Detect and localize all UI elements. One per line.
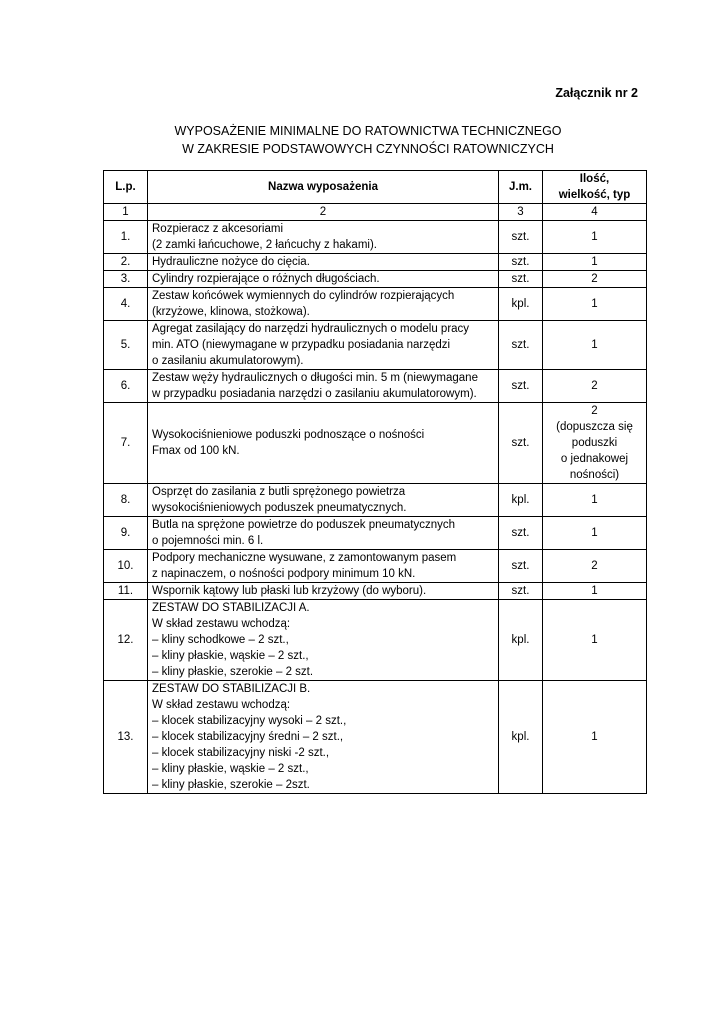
equipment-name-line: o pojemności min. 6 l.	[152, 535, 264, 547]
table-row	[104, 271, 647, 288]
unit-of-measure: szt.	[499, 517, 543, 550]
equipment-name	[148, 403, 499, 484]
quantity-line: 2	[591, 273, 598, 285]
equipment-name	[148, 517, 499, 550]
row-number: 1.	[104, 221, 148, 254]
equipment-name-line: ZESTAW DO STABILIZACJI A.	[152, 602, 310, 614]
unit-of-measure: szt.	[499, 254, 543, 271]
equipment-name-line: Wysokociśnieniowe poduszki podnoszące o nośności	[152, 429, 425, 441]
header-quantity-line-2: wielkość, typ	[558, 189, 631, 201]
equipment-name-line: Fmax od 100 kN.	[152, 445, 240, 457]
table-row	[104, 484, 647, 517]
equipment-name-line: W skład zestawu wchodzą:	[152, 699, 291, 711]
quantity	[543, 221, 647, 254]
row-number: 2.	[104, 254, 148, 271]
title-line-2: W ZAKRESIE PODSTAWOWYCH CZYNNOŚCI RATOWNICZYCH	[182, 142, 554, 156]
equipment-name-line: W skład zestawu wchodzą:	[152, 618, 291, 630]
unit-of-measure: szt.	[499, 221, 543, 254]
unit-of-measure: kpl.	[499, 484, 543, 517]
title-line-1: WYPOSAŻENIE MINIMALNE DO RATOWNICTWA TECHNICZNEGO	[174, 124, 562, 138]
unit-of-measure: szt.	[499, 583, 543, 600]
equipment-name-line: (2 zamki łańcuchowe, 2 łańcuchy z hakami).	[152, 239, 377, 251]
table-row	[104, 370, 647, 403]
quantity	[543, 484, 647, 517]
equipment-name-line: – kliny płaskie, wąskie – 2 szt.,	[152, 763, 309, 775]
unit-of-measure: szt.	[499, 403, 543, 484]
equipment-name-line: Cylindry rozpierające o różnych długościach.	[152, 273, 380, 285]
row-number: 3.	[104, 271, 148, 288]
equipment-name-line: w przypadku posiadania narzędzi o zasilaniu akumulatorowym).	[152, 388, 477, 400]
equipment-name-line: (krzyżowe, klinowa, stożkowa).	[152, 306, 310, 318]
quantity-line: 2	[591, 380, 598, 392]
column-numbering-row	[104, 204, 647, 221]
equipment-name-line: Agregat zasilający do narzędzi hydraulicznych o modelu pracy	[152, 323, 470, 335]
equipment-name	[148, 681, 499, 794]
quantity-line: 1	[591, 231, 598, 243]
quantity-line: o jednakowej	[560, 453, 629, 465]
quantity	[543, 370, 647, 403]
column-number: 3	[499, 204, 543, 221]
equipment-name-line: Zestaw węży hydraulicznych o długości min. 5 m (niewymagane	[152, 372, 478, 384]
quantity-line: 1	[591, 634, 598, 646]
row-number: 12.	[104, 600, 148, 681]
equipment-name	[148, 288, 499, 321]
row-number: 6.	[104, 370, 148, 403]
unit-of-measure: kpl.	[499, 288, 543, 321]
table-row	[104, 517, 647, 550]
row-number: 13.	[104, 681, 148, 794]
table-row	[104, 583, 647, 600]
quantity	[543, 583, 647, 600]
equipment-name	[148, 550, 499, 583]
row-number: 5.	[104, 321, 148, 370]
quantity-line: poduszki	[571, 437, 618, 449]
row-number: 11.	[104, 583, 148, 600]
column-number: 2	[148, 204, 499, 221]
row-number: 7.	[104, 403, 148, 484]
equipment-name-line: – kliny schodkowe – 2 szt.,	[152, 634, 289, 646]
equipment-name	[148, 271, 499, 288]
unit-of-measure: kpl.	[499, 600, 543, 681]
quantity	[543, 288, 647, 321]
unit-of-measure: szt.	[499, 321, 543, 370]
equipment-name-line: Podpory mechaniczne wysuwane, z zamontowanym pasem	[152, 552, 457, 564]
equipment-name	[148, 221, 499, 254]
table-row	[104, 288, 647, 321]
quantity-line: 2	[591, 405, 598, 417]
quantity-line: (dopuszcza się	[556, 421, 633, 433]
equipment-name-line: – klocek stabilizacyjny wysoki – 2 szt.,	[152, 715, 347, 727]
quantity	[543, 550, 647, 583]
equipment-name-line: – kliny płaskie, szerokie – 2 szt.	[152, 666, 314, 678]
document-title	[0, 122, 724, 158]
equipment-name	[148, 583, 499, 600]
header-quantity-line-1: Ilość,	[579, 173, 610, 185]
quantity	[543, 600, 647, 681]
quantity	[543, 403, 647, 484]
unit-of-measure: szt.	[499, 550, 543, 583]
table-row	[104, 254, 647, 271]
table-row	[104, 681, 647, 794]
header-jm: J.m.	[499, 171, 543, 204]
quantity-line: 1	[591, 494, 598, 506]
quantity-line: 2	[591, 560, 598, 572]
header-name: Nazwa wyposażenia	[148, 171, 499, 204]
table-header-row	[104, 171, 647, 204]
row-number: 8.	[104, 484, 148, 517]
unit-of-measure: szt.	[499, 271, 543, 288]
equipment-name-line: ZESTAW DO STABILIZACJI B.	[152, 683, 311, 695]
column-number: 1	[104, 204, 148, 221]
table-row	[104, 550, 647, 583]
equipment-name-line: Hydrauliczne nożyce do cięcia.	[152, 256, 310, 268]
quantity	[543, 681, 647, 794]
quantity-line: nośności)	[569, 469, 620, 481]
equipment-name-line: z napinaczem, o nośności podpory minimum 10 kN.	[152, 568, 416, 580]
equipment-name-line: Wspornik kątowy lub płaski lub krzyżowy (do wyboru).	[152, 585, 427, 597]
quantity-line: 1	[591, 731, 598, 743]
equipment-name-line: o zasilaniu akumulatorowym).	[152, 355, 304, 367]
quantity-line: 1	[591, 256, 598, 268]
table-row	[104, 321, 647, 370]
table-row	[104, 600, 647, 681]
column-number: 4	[543, 204, 647, 221]
equipment-name-line: – klocek stabilizacyjny niski -2 szt.,	[152, 747, 330, 759]
equipment-name	[148, 370, 499, 403]
table-row	[104, 403, 647, 484]
table-row	[104, 221, 647, 254]
equipment-name-line: Zestaw końcówek wymiennych do cylindrów rozpierających	[152, 290, 455, 302]
equipment-name	[148, 484, 499, 517]
equipment-name-line: Rozpieracz z akcesoriami	[152, 223, 284, 235]
header-lp: L.p.	[104, 171, 148, 204]
equipment-table	[103, 170, 647, 794]
quantity-line: 1	[591, 585, 598, 597]
equipment-name	[148, 600, 499, 681]
equipment-name-line: Osprzęt do zasilania z butli sprężonego powietrza	[152, 486, 406, 498]
quantity	[543, 517, 647, 550]
row-number: 4.	[104, 288, 148, 321]
unit-of-measure: szt.	[499, 370, 543, 403]
quantity	[543, 254, 647, 271]
annex-label: Załącznik nr 2	[555, 86, 638, 100]
equipment-name-line: – kliny płaskie, szerokie – 2szt.	[152, 779, 310, 791]
quantity	[543, 321, 647, 370]
equipment-name	[148, 254, 499, 271]
header-quantity	[543, 171, 647, 204]
equipment-name	[148, 321, 499, 370]
quantity-line: 1	[591, 298, 598, 310]
unit-of-measure: kpl.	[499, 681, 543, 794]
quantity	[543, 271, 647, 288]
quantity-line: 1	[591, 527, 598, 539]
equipment-name-line: – klocek stabilizacyjny średni – 2 szt.,	[152, 731, 344, 743]
quantity-line: 1	[591, 339, 598, 351]
equipment-name-line: min. ATO (niewymagane w przypadku posiadania narzędzi	[152, 339, 451, 351]
equipment-name-line: – kliny płaskie, wąskie – 2 szt.,	[152, 650, 309, 662]
equipment-name-line: wysokociśnieniowych poduszek pneumatycznych.	[152, 502, 407, 514]
equipment-name-line: Butla na sprężone powietrze do poduszek pneumatycznych	[152, 519, 456, 531]
row-number: 10.	[104, 550, 148, 583]
row-number: 9.	[104, 517, 148, 550]
